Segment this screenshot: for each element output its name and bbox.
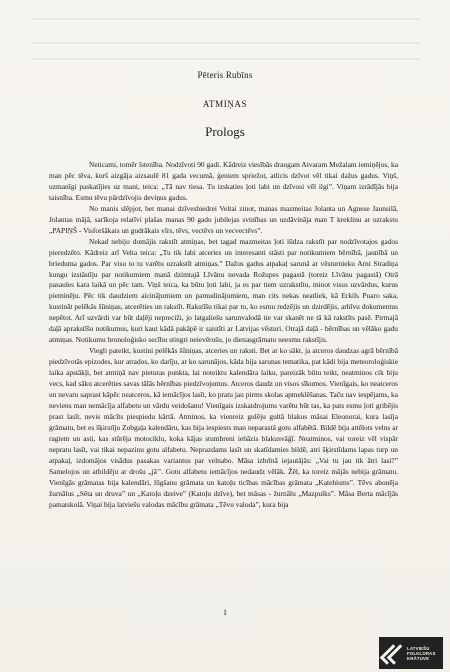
bleed-through-line [30,18,420,20]
chevron-logo-icon [383,642,405,664]
section-heading: Prologs [205,124,245,139]
paragraph: Nekad nebiju domājis rakstīt atmiņas, bet tagad mazmeitas ļoti lūdza rakstīt par nodzīvotajos gados pieredzēto. Kādreiz arī Velta teica: „Tu tik labi atceries un interesanti stāsti par notikumiem bērnībā, jaunībā un brieduma gados. Par visu to tu varētu uzrakstīt atmiņas.” Dažus gadus atpakaļ sarunā ar vēsturnieku Arni Stradiņa kungu izstāstīju par notikumiem manā dzimtajā Līvānu novada Rožupes pagastā (toreiz Līvānu pagastā) Otrā pasaules kara laikā un pēc tam. Viņš teica, ka būtu ļoti labi, ja es par tiem uzrakstītu, minot visus uzvārdus, kurus pieminēju. Pēc tik daudziem aicinājumiem un pamudinājumiem, man cits nekas neatliek, kā Erkils Puaro saka, kustināt pelēkās šūniņas, atcerēties un rakstīt. Rakstīšu tikai par to, ko esmu redzējis un dzirdējis, arhīvu dokumentus nepētot. Arī uzvārdi var būt daļēji nepreciži, jo latgaliešu sarunvalodā tie var skanēt ne tā kā rakstīts pasē. Pirmajā daļā aprakstīšu notikumus, kuri kaut kādā pakāpē ir saistīti ar Latvijas vēsturi. Otrajā daļā - bērnības un vēlāko gadu atmiņas. Notikumu hronoloģisko secību stingri neievērošu, jo dienasgrāmatu neesmu rakstījis. [49,236,398,345]
paragraph: Viegli pateikt, kustini pelēkās šūniņas, atceries un raksti. Bet ar ko sākt, ja atceros daudzas agrā bērnībā piedzīvotās epizodes, kur atrados, ko darīju, ar ko sarunājos, kāda bija sarunas tematika, pat kādi bija meteoroloģiskie laika apstākļi, bet atmiņā nav pieturas punkta, lai noteiktu kalendāra laiku, pareizāk būtu teikt, neatminos cik biju vecs, kad sāku atcerēties savas tālās bērnības piedzīvojumus. Atceros daudz un visos sīkumos. Vienīgais, ko neatceros un nevaru saprast kāpēc neatceros, kā iemācījos lasīt, ko pratu jau pirms skolas apmeklēšanas. Taču nav iespējams, ka neviens man nemācīja alfabetu un vārdu veidošanu! Vienīgais izskaidrojums varētu būt tas, ka pats esmu ļoti gribējis prast lasīt, nevis mācīts piespiedu kārtā. Atminos, ka vienreiz gulēju gultā blakus māsai Eleonorai, kura lasīja grāmatu, bet es šķirstīju Zobgaļa kalendāru, kas bija iespiests man neparastā gotu alfabētā. Bildē bija attēlots velns ar ragiem un asti, kas stūrēja motociklu, koka kājas stumbreni iebāzis blakusvāģī. Neatminos, vai toreiz vēl vispār nepratu lasīt, vai tikai nepazinu gotu alfabetu. Neprazdams lasīt un skatīdamies bildē, atri šķirstīdams lapas turp un atpakaļ, izdomājos visādus pasakas variantus par velnabo. Māsa izbrīnā iejautājās: „Vai tu jau tik ātri lasi?” Samelojos un atbildēju ar drošu „jā’’. Gotu alfabetu iemācījos nedaudz vēlāk. Žēl, ka toreiz mājās nebija grāmatu. Vienīgās grāmatas bija kalendāri, lūgšanu grāmata un katoļu ticības mācības grāmata „Katehisms”. Tēvs abonēja žurnālus „Sēta un druva” un „Katoļu dzeive” (Katoļu dzīve), bet māsas - žurnālu „Mazpulks”. Māsa Berta mācījās pamatskolā. Viņai bija latviešu valodas mācību grāmata „Tēvu valoda”, kura bija [49,346,398,509]
logo-line: KRĀTUVE [407,655,430,661]
author-name: Pēteris Rubīns [197,70,253,80]
bleed-through-line [30,58,420,60]
document-title: ATMIŅAS [202,99,248,109]
paragraph: No manis slēpjot, bet manai dzīvesbiedrei Veltai zinot, manas mazmeitas Jolanta un Agnese Jaunsilā, Jolantas mājā, sarīkoja relatīvi plašas manas 90 gadu jubilejas svinības un uzdāvināja man T kreklinu ar uzrakstu „PAPIŅŠ - Visforšākais un gudrākais vīrs, tēvs, vectēvs un vecvectēvs”. [49,203,398,235]
paragraph: Neticami, tomēr īstenība. Nodzīvoti 90 gadi. Kādreiz viesībās draugam Aivaram Mežalam iemiņējos, ka man pēc tēva, kurš aizgāja aizsaulē 81 gada vecumā, ģeniem spriežot, atlicis dzīvot vēl tikai dažus gadus. Viņš, uzmanīgi paskatījies uz mani, teica: „Tā nav tiesa. Tu izskaties ļoti labi un dzīvosi vēl ilgi”. Viņam izrādījās bija taisnība. Esmu tēvu pārdzīvojis deviņus gadus. [49,160,398,202]
logo-line: LATVIEŠU [407,645,430,651]
logo-line: FOLKLORAS [407,650,436,656]
archive-logo [379,637,443,669]
page-number: 1 [223,608,227,617]
body-text [49,160,398,511]
bleed-through-line [30,42,420,44]
logo-text [407,646,436,661]
